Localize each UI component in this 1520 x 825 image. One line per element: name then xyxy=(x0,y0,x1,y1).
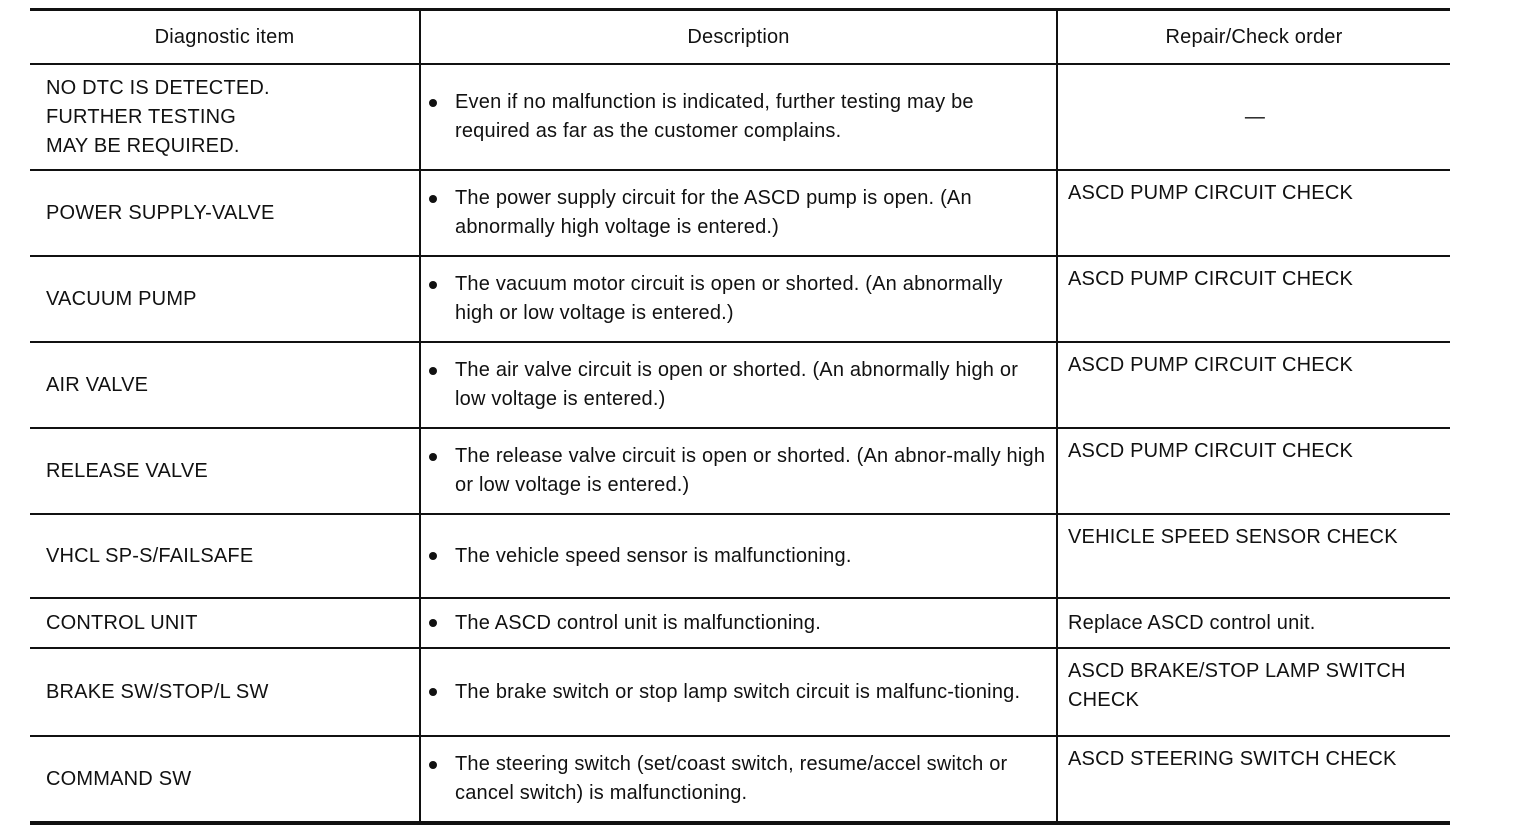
diagnostic-item-cell xyxy=(30,736,420,823)
table-row xyxy=(30,428,1450,514)
repair-cell xyxy=(1057,256,1450,342)
diagnostic-item-text: COMMAND SW xyxy=(46,767,192,790)
description-cell xyxy=(420,64,1057,170)
repair-text: ASCD PUMP CIRCUIT CHECK xyxy=(1068,354,1354,376)
description-text: The brake switch or stop lamp switch circuit is malfunc-tioning. xyxy=(455,680,1021,703)
diagnostic-item-text: NO DTC IS DETECTED. FURTHER TESTING MAY BE REQUIRED. xyxy=(46,76,270,157)
repair-cell xyxy=(1057,342,1450,428)
description-text: The release valve circuit is open or shorted. (An abnor-mally high or low voltage is entered.) xyxy=(455,445,1046,496)
table-row xyxy=(30,256,1450,342)
diagnostic-item-cell xyxy=(30,64,420,170)
bullet-icon xyxy=(429,548,446,565)
bullet-icon xyxy=(429,190,446,207)
table-row xyxy=(30,64,1450,170)
repair-text: ASCD PUMP CIRCUIT CHECK xyxy=(1068,440,1354,462)
repair-text: ASCD STEERING SWITCH CHECK xyxy=(1068,748,1397,770)
description-cell xyxy=(420,598,1057,648)
description-text: The steering switch (set/coast switch, resume/accel switch or cancel switch) is malfunctioning. xyxy=(455,753,1008,804)
description-cell xyxy=(420,342,1057,428)
description-cell xyxy=(420,170,1057,256)
diagnostic-item-cell xyxy=(30,170,420,256)
bullet-icon xyxy=(429,362,446,379)
bullet-icon xyxy=(429,94,446,111)
diagnostic-item-cell xyxy=(30,648,420,736)
table-row xyxy=(30,736,1450,823)
repair-cell xyxy=(1057,598,1450,648)
description-cell xyxy=(420,736,1057,823)
diagnostic-table xyxy=(30,8,1450,825)
header-diagnostic-item: Diagnostic item xyxy=(30,10,420,65)
diagnostic-item-cell xyxy=(30,598,420,648)
repair-cell xyxy=(1057,170,1450,256)
repair-text: ASCD PUMP CIRCUIT CHECK xyxy=(1068,268,1354,290)
diagnostic-item-cell xyxy=(30,256,420,342)
diagnostic-item-text: AIR VALVE xyxy=(46,373,149,396)
repair-text: VEHICLE SPEED SENSOR CHECK xyxy=(1068,526,1398,548)
description-text: The vacuum motor circuit is open or shorted. (An abnormally high or low voltage is entered.) xyxy=(455,273,1003,324)
diagnostic-item-cell xyxy=(30,428,420,514)
diagnostic-item-text: RELEASE VALVE xyxy=(46,459,208,482)
table-row xyxy=(30,170,1450,256)
description-text: Even if no malfunction is indicated, further testing may be required as far as the customer complains. xyxy=(455,91,974,142)
description-text: The air valve circuit is open or shorted. (An abnormally high or low voltage is entered.) xyxy=(455,359,1019,410)
header-repair-check-order: Repair/Check order xyxy=(1057,10,1450,65)
repair-text: — xyxy=(1244,105,1266,128)
description-cell xyxy=(420,648,1057,736)
description-cell xyxy=(420,514,1057,598)
diagnostic-item-text: CONTROL UNIT xyxy=(46,611,198,634)
repair-cell xyxy=(1057,736,1450,823)
description-text: The power supply circuit for the ASCD pump is open. (An abnormally high voltage is entered.) xyxy=(455,187,972,238)
description-text: The vehicle speed sensor is malfunctioning. xyxy=(455,544,852,567)
bullet-icon xyxy=(429,684,446,701)
description-text: The ASCD control unit is malfunctioning. xyxy=(455,611,821,634)
diagnostic-item-cell xyxy=(30,514,420,598)
repair-cell xyxy=(1057,514,1450,598)
repair-text: ASCD PUMP CIRCUIT CHECK xyxy=(1068,182,1354,204)
diagnostic-item-text: BRAKE SW/STOP/L SW xyxy=(46,680,269,703)
repair-cell xyxy=(1057,428,1450,514)
table-row xyxy=(30,598,1450,648)
diagnostic-item-cell xyxy=(30,342,420,428)
description-cell xyxy=(420,256,1057,342)
diagnostic-item-text: POWER SUPPLY-VALVE xyxy=(46,201,275,224)
repair-cell xyxy=(1057,648,1450,736)
diagnostic-item-text: VHCL SP-S/FAILSAFE xyxy=(46,544,254,567)
table-row xyxy=(30,648,1450,736)
bullet-icon xyxy=(429,756,446,773)
header-row xyxy=(30,10,1450,65)
repair-text: ASCD BRAKE/STOP LAMP SWITCH CHECK xyxy=(1068,660,1406,711)
table-row xyxy=(30,342,1450,428)
diagnostic-item-text: VACUUM PUMP xyxy=(46,287,197,310)
repair-cell xyxy=(1057,64,1450,170)
header-description: Description xyxy=(420,10,1057,65)
bullet-icon xyxy=(429,615,446,632)
bullet-icon xyxy=(429,448,446,465)
description-cell xyxy=(420,428,1057,514)
bullet-icon xyxy=(429,276,446,293)
repair-text: Replace ASCD control unit. xyxy=(1068,611,1316,634)
table-row xyxy=(30,514,1450,598)
